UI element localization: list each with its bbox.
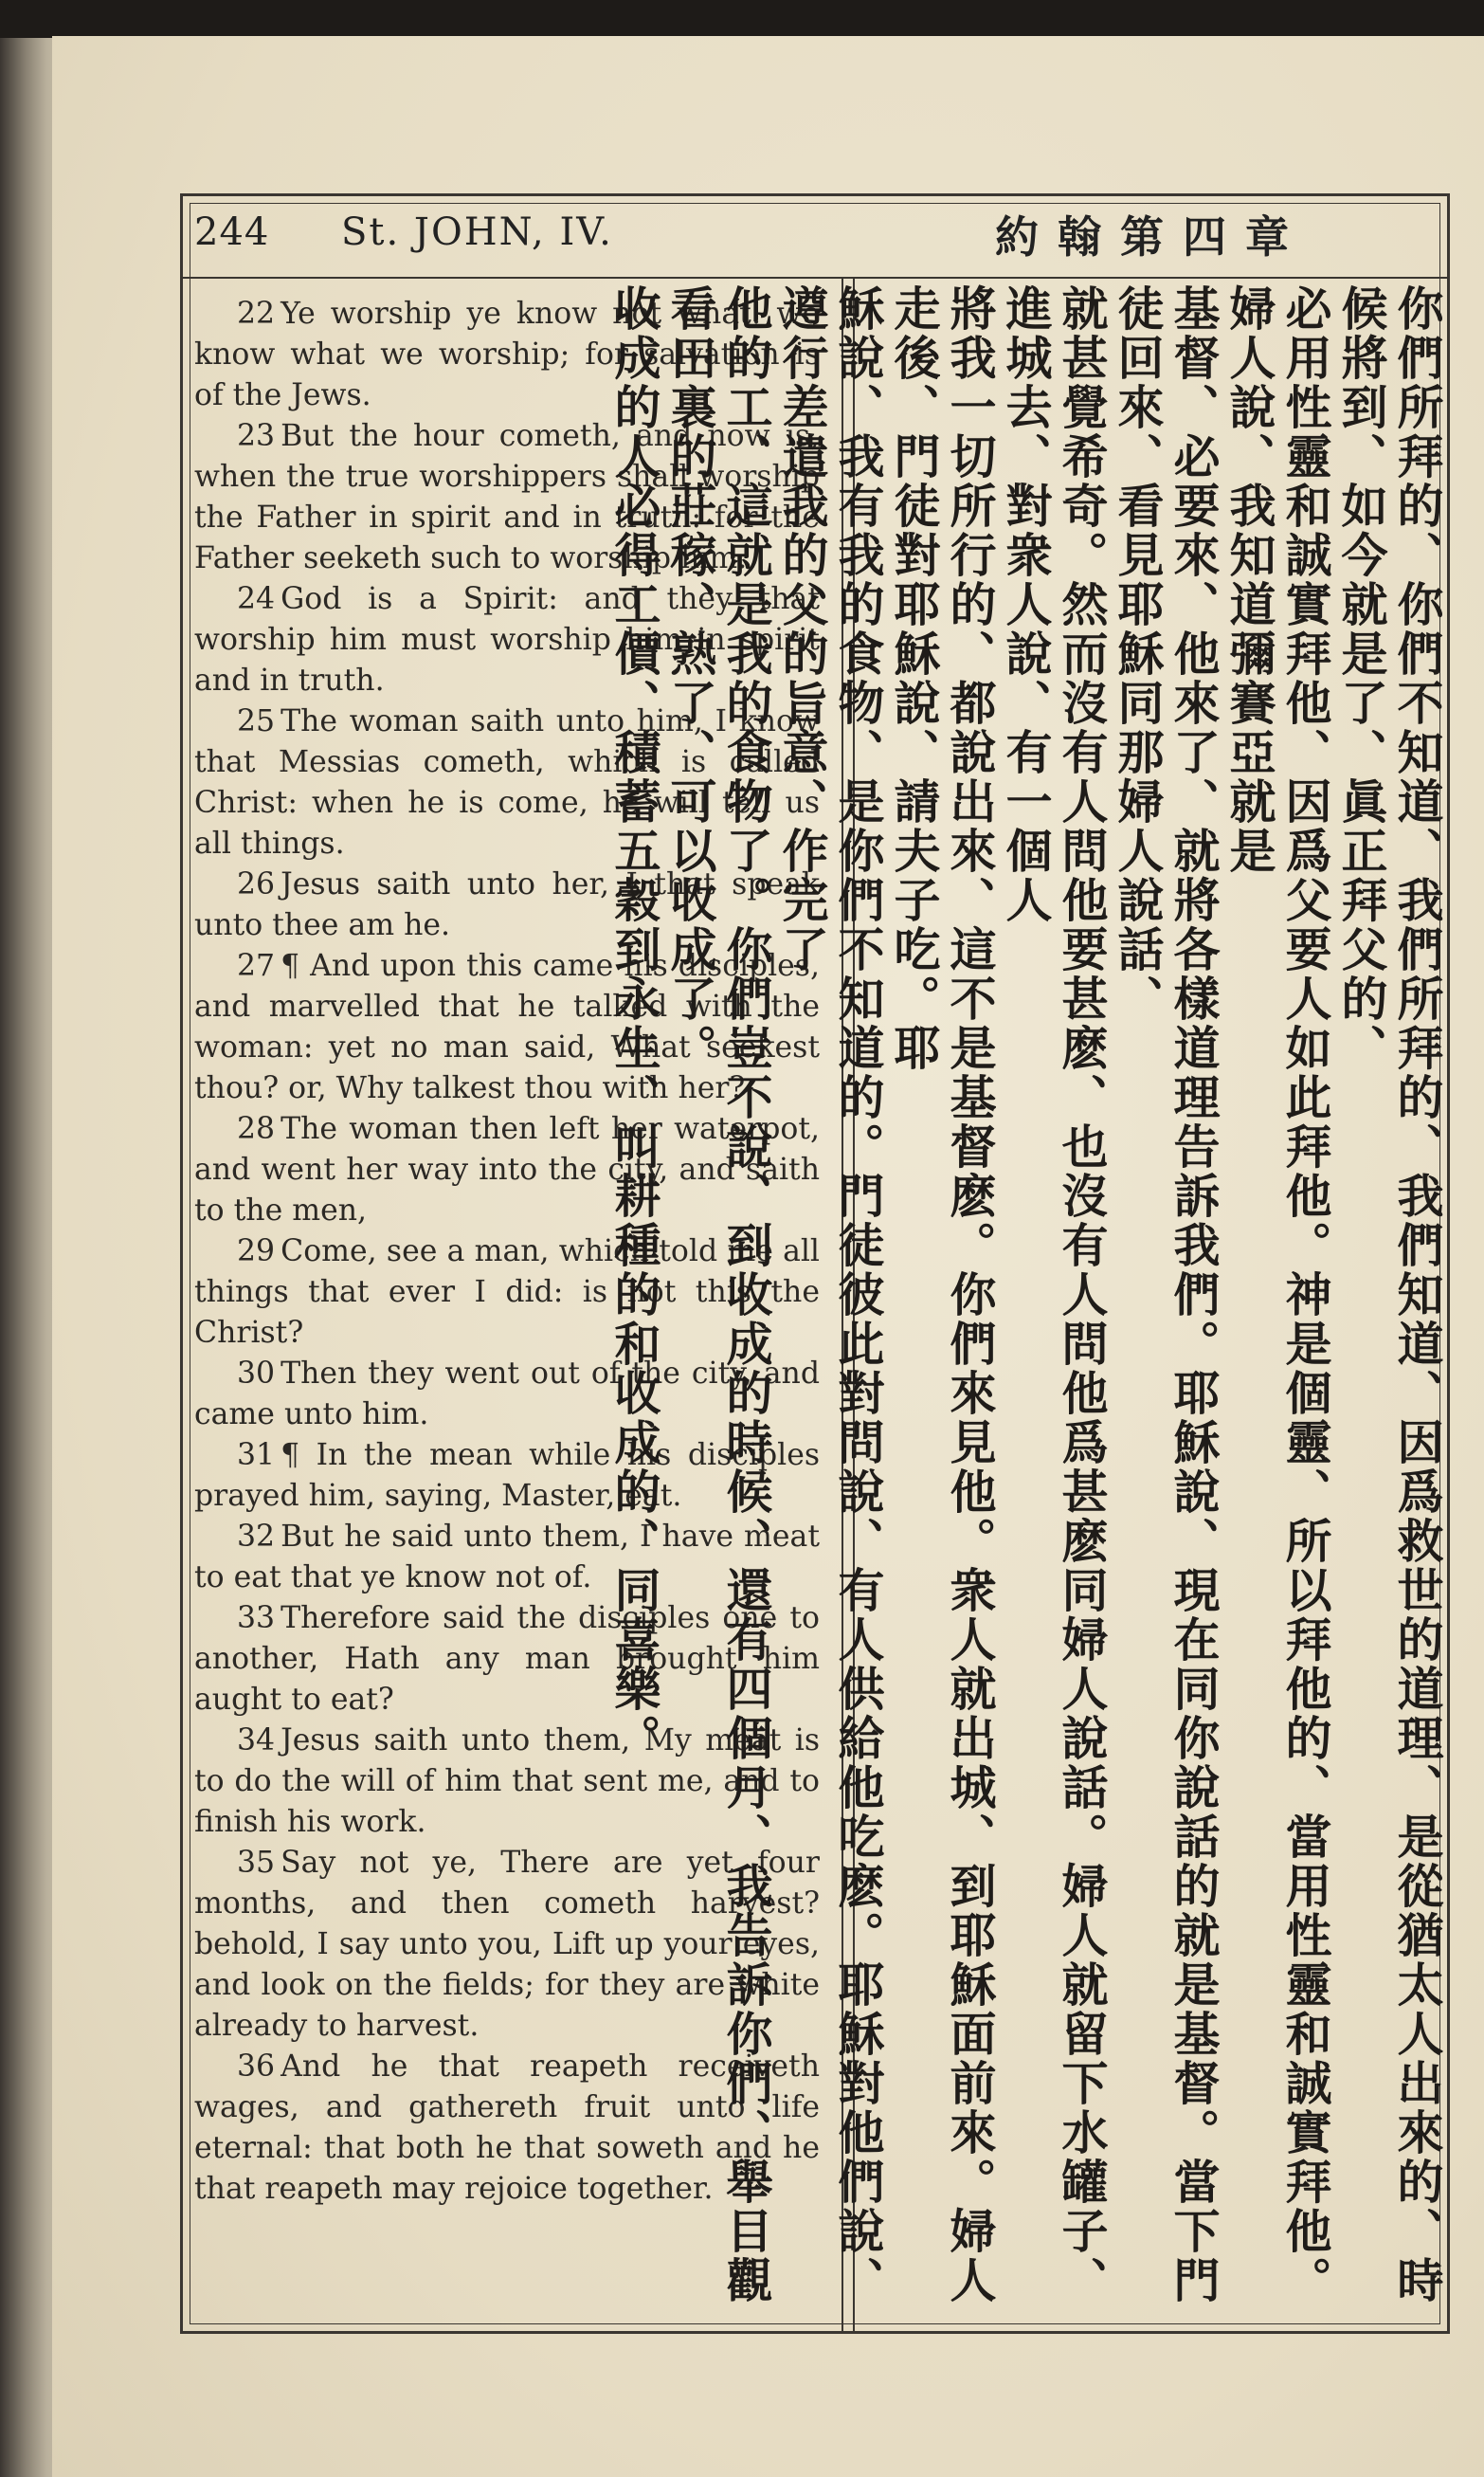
- verse-27: 27 ¶ And upon this came his disciples, and marvelled that he talked with the woman: yet no man said, What seekest thou? or, Why talkest thou with her?: [194, 949, 820, 1105]
- verse-32: 32 But he said unto them, I have meat to eat that ye know not of.: [194, 1520, 820, 1594]
- verse-34: 34 Jesus saith unto them, My meat is to do the will of him that sent me, and to finish his work.: [194, 1723, 820, 1839]
- chinese-text-column: [607, 284, 1445, 2322]
- chinese-line: 就甚覺希奇。然而沒有人問他要甚麽、也沒有人問他爲甚麽同婦人說話。婦人就留下水罐子、進城去、對衆人說、有一個人: [999, 284, 1109, 2305]
- verse-33: 33 Therefore said the disciples one to another, Hath any man brought him aught to eat?: [194, 1601, 820, 1717]
- chinese-line: 必用性靈和誠實拜他、因爲父要人如此拜他。神是個靈、所以拜他的、當用性靈和誠實拜他。婦人說、我知道彌賽亞就是: [1222, 284, 1332, 2305]
- verse-35: 35 Say not ye, There are yet four months, and then cometh harvest? behold, I say unto you, Lift up your eyes, and look on the fields; for they are white already to harvest.: [194, 1846, 820, 2043]
- chinese-line: 收成的人必得工價、積蓄五穀到永生、叫耕種的和收成的、同喜樂。: [607, 284, 661, 1763]
- chinese-line: 將我一切所行的、都說出來、這不是基督麽。你們來見他。衆人就出城、到耶穌面前來。婦人走後、門徒對耶穌說、請夫子吃。耶: [887, 284, 997, 2305]
- header-rule: [180, 277, 1450, 279]
- verse-29: 29 Come, see a man, which told me all things that ever I did: is not this the Christ?: [194, 1234, 820, 1350]
- verse-23: 23 But the hour cometh, and now is, when the true worshippers shall worship the Father in spirit and in truth: for the Father seeketh such to worship him.: [194, 419, 820, 575]
- verse-22: 22 Ye worship ye know not what: we know what we worship; for salvation is of the Jews.: [194, 297, 820, 412]
- verse-25: 25 The woman saith unto him, I know that Messias cometh, which is called Christ: when he is come, he will tell us all things.: [194, 704, 820, 861]
- chinese-line: 你們所拜的、你們不知道、我們所拜的、我們知道、因爲救世的道理、是從猶太人出來的、時候將到、如今就是了、眞正拜父的、: [1334, 284, 1444, 2305]
- verse-28: 28 The woman then left her waterpot, and went her way into the city, and saith to the men,: [194, 1112, 820, 1228]
- chinese-line: 基督、必要來、他來了、就將各樣道理告訴我們。耶穌說、現在同你說話的就是基督。當下門徒回來、看見耶穌同那婦人說話、: [1111, 284, 1221, 2305]
- verse-24: 24 God is a Spirit: and they that worship him must worship him in spirit and in truth.: [194, 582, 820, 698]
- chinese-line: 穌說、我有我的食物、是你們不知道的。門徒彼此對問說、有人供給他吃麽。耶穌對他們說、遵行差遣我的父的旨意、作完了: [775, 284, 885, 2305]
- verse-31: 31 ¶ In the mean while his disciples prayed him, saying, Master, eat.: [194, 1438, 820, 1513]
- chinese-line: 他的工、這就是我的食物了。你們豈不說、到收成的時候、還有四個月、我告訴你們、舉目觀看田裏的莊稼、熟了、可以收成了。: [663, 284, 773, 2305]
- verse-26: 26 Jesus saith unto her, I that speak unto thee am he.: [194, 867, 820, 942]
- verse-36: 36 And he that reapeth receiveth wages, and gathereth fruit unto life eternal: that both he that soweth and he that reapeth may rejoice together.: [194, 2049, 820, 2206]
- verse-30: 30 Then they went out of the city, and came unto him.: [194, 1357, 820, 1431]
- running-title: St. JOHN, IV.: [341, 210, 613, 254]
- chinese-running-title: 約翰第四章: [995, 211, 1308, 263]
- page-number: 244: [194, 210, 270, 254]
